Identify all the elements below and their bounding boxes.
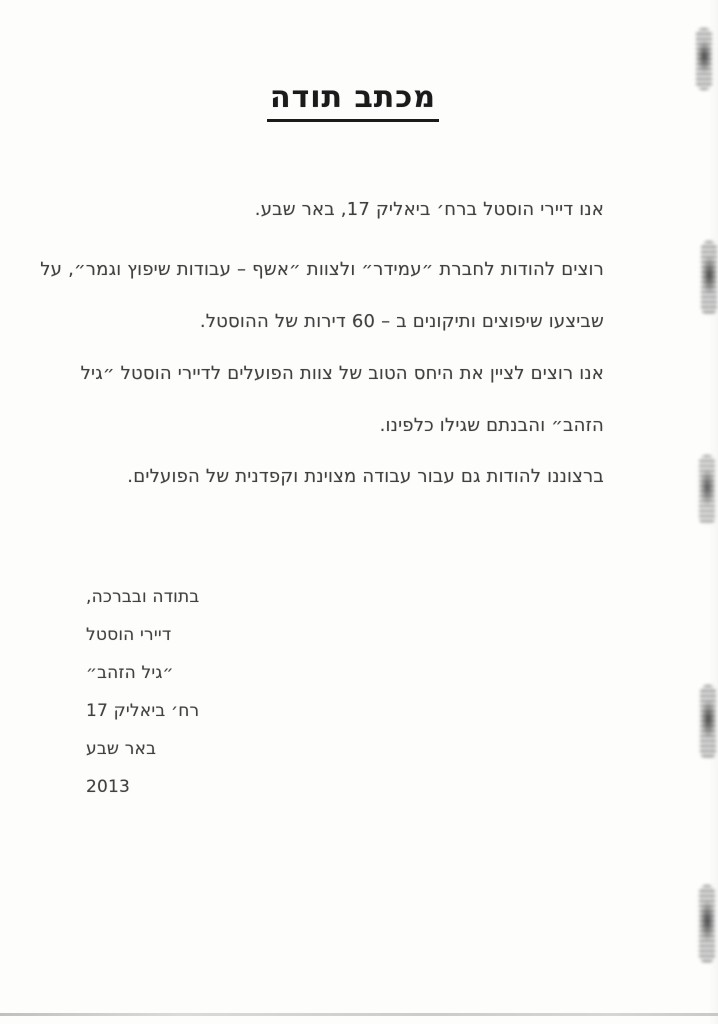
paragraph-line: רוצים להודות לחברת ״עמידר״ ולצוות ״אשף – עבודות שיפוץ וגמר״, על (40, 259, 604, 280)
paragraph-line: הזהב״ והבנתם שגילו כלפינו. (379, 415, 604, 436)
signature-line: 2013 (86, 777, 131, 797)
letter-paragraph (18, 244, 604, 348)
signature-line: רח׳ ביאליק 17 (86, 701, 200, 721)
letter-paragraph (18, 451, 604, 503)
signature-line: באר שבע (86, 739, 157, 759)
scan-smudge (700, 685, 716, 759)
paragraph-line: אנו רוצים לציין את היחס הטוב של צוות הפועלים לדיירי הוסטל ״גיל (80, 363, 604, 384)
scan-smudge (699, 885, 715, 963)
paragraph-line: ברצוננו להודות גם עבור עבודה מצוינת וקפדנית של הפועלים. (127, 466, 604, 487)
signature-block (86, 578, 199, 806)
scan-smudge (696, 28, 712, 90)
paragraph-line: אנו דיירי הוסטל ברח׳ ביאליק 17, באר שבע. (254, 199, 604, 220)
letter-title: מכתב תודה (267, 80, 439, 122)
letter-paragraph (18, 184, 604, 236)
scan-smudge (701, 241, 717, 315)
page-bottom-edge (0, 1013, 718, 1016)
signature-line: בתודה ובברכה, (86, 587, 200, 607)
signature-line: דיירי הוסטל (86, 625, 172, 645)
paragraph-line: שביצעו שיפוצים ותיקונים ב – 60 דירות של ההוסטל. (199, 311, 604, 332)
scan-smudge (699, 455, 715, 525)
signature-line: ״גיל הזהב״ (86, 663, 174, 683)
letter-paragraph (18, 348, 604, 452)
